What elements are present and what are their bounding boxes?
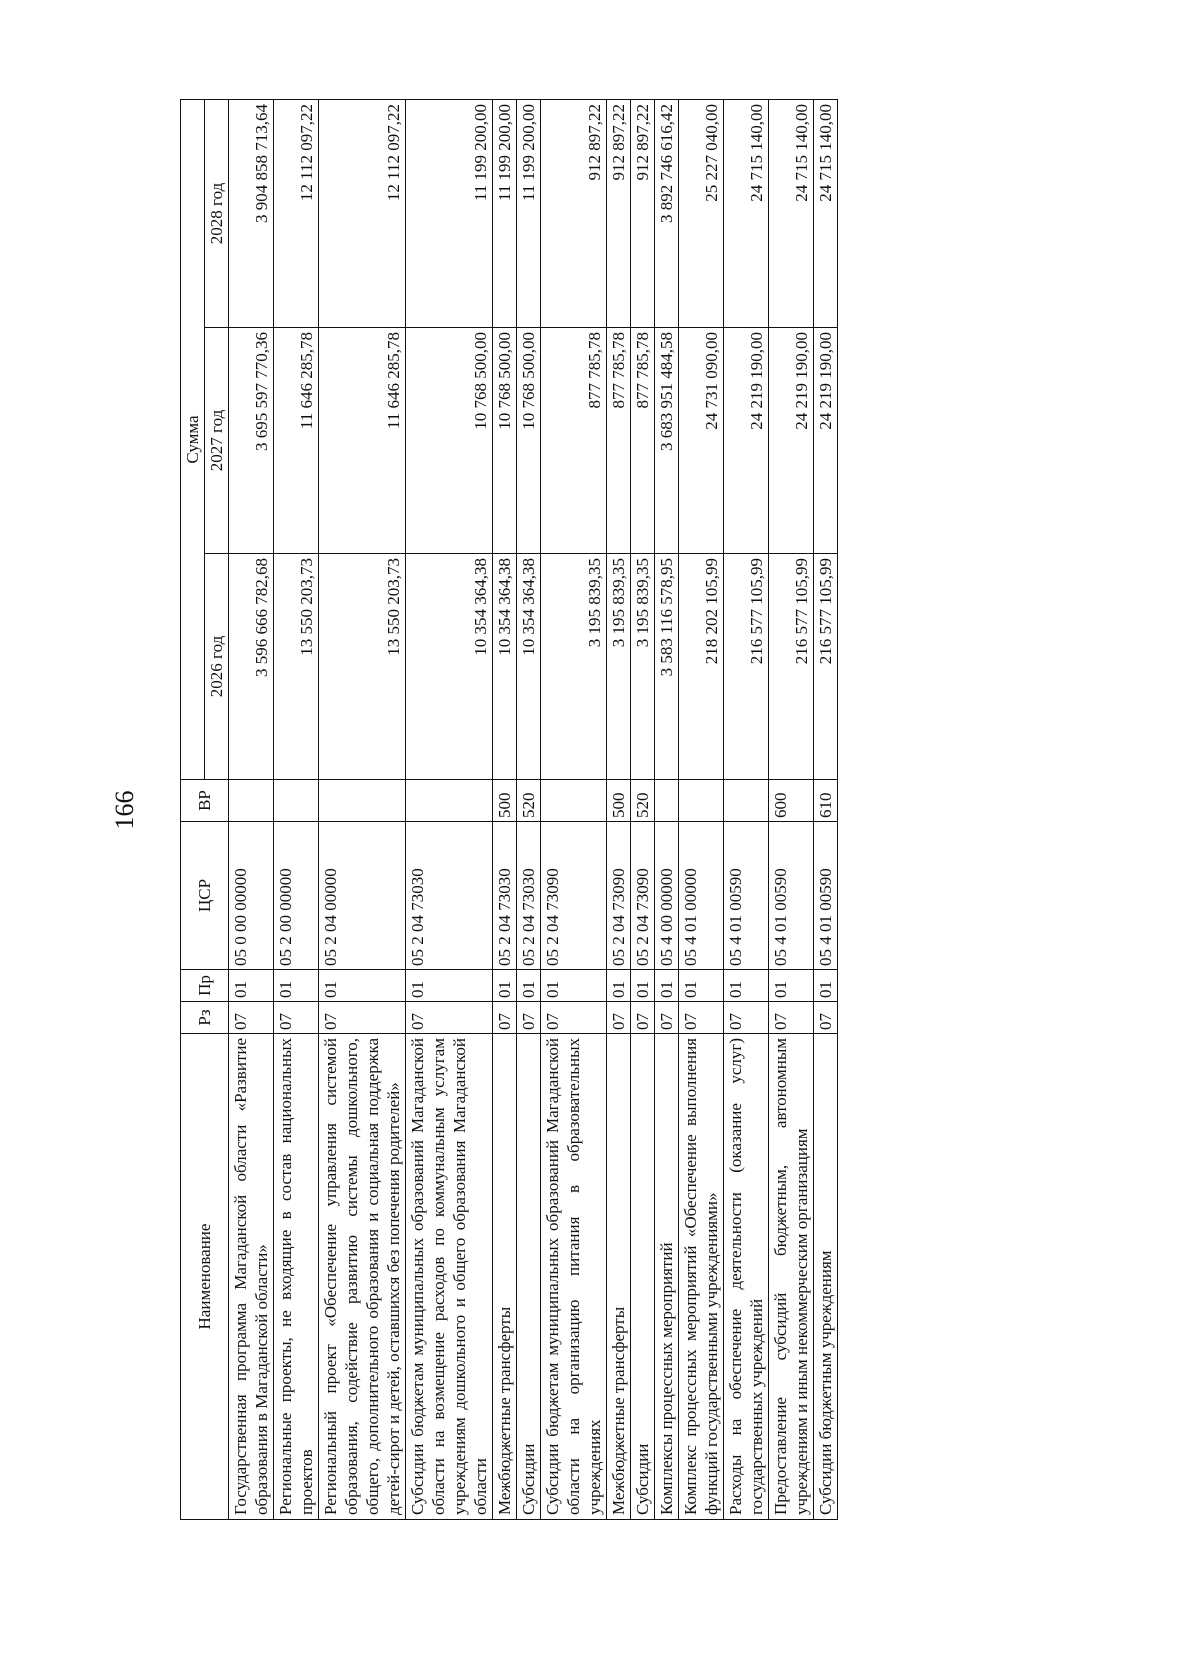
row-name-cell: Предоставление субсидий бюджетным, автономным учреждениям и иным некоммерческим организациям: [769, 1034, 814, 1520]
row-sum-2028-cell: 11 199 200,00: [517, 100, 541, 328]
row-vr-cell: [679, 780, 724, 822]
row-sum-2026-cell: 216 577 105,99: [814, 554, 838, 780]
row-sum-2027-cell: 11 646 285,78: [319, 328, 406, 554]
row-sum-2028-cell: 912 897,22: [631, 100, 655, 328]
row-rz-cell: 07: [406, 1002, 493, 1034]
table-row: [814, 100, 838, 1520]
row-sum-2027-cell: 877 785,78: [631, 328, 655, 554]
row-sum-2028-cell: 12 112 097,22: [274, 100, 319, 328]
page-number: 166: [110, 790, 139, 830]
table-row: [406, 100, 493, 1520]
row-sum-2027-cell: 10 768 500,00: [406, 328, 493, 554]
header-row-top: [181, 100, 205, 1520]
row-csr-cell: 05 4 01 00590: [724, 822, 769, 970]
row-sum-2027-cell: 10 768 500,00: [493, 328, 517, 554]
row-sum-2027-cell: 877 785,78: [607, 328, 631, 554]
row-vr-cell: [229, 780, 274, 822]
row-rz-cell: 07: [655, 1002, 679, 1034]
row-name-cell: Государственная программа Магаданской области «Развитие образования в Магаданской области»: [229, 1034, 274, 1520]
row-sum-2026-cell: 3 195 839,35: [631, 554, 655, 780]
row-pr-cell: 01: [517, 970, 541, 1002]
row-pr-cell: 01: [607, 970, 631, 1002]
row-pr-cell: 01: [724, 970, 769, 1002]
row-rz-cell: 07: [319, 1002, 406, 1034]
header-year-2027: 2027 год: [205, 328, 229, 554]
row-sum-2027-cell: 24 219 190,00: [724, 328, 769, 554]
row-sum-2026-cell: 13 550 203,73: [274, 554, 319, 780]
row-csr-cell: 05 2 04 73030: [493, 822, 517, 970]
row-rz-cell: 07: [769, 1002, 814, 1034]
row-rz-cell: 07: [493, 1002, 517, 1034]
row-name-cell: Субсидии бюджетам муниципальных образований Магаданской области на возмещение расходов по коммунальным услугам учреждениям дошкольного и общего образования Магаданской области: [406, 1034, 493, 1520]
row-sum-2026-cell: 10 354 364,38: [493, 554, 517, 780]
row-csr-cell: 05 2 04 73030: [406, 822, 493, 970]
row-sum-2027-cell: 3 683 951 484,58: [655, 328, 679, 554]
row-sum-2028-cell: 11 199 200,00: [493, 100, 517, 328]
table-row: [541, 100, 607, 1520]
row-pr-cell: 01: [493, 970, 517, 1002]
row-sum-2028-cell: 912 897,22: [541, 100, 607, 328]
row-name-cell: Комплексы процессных мероприятий: [655, 1034, 679, 1520]
row-sum-2026-cell: 218 202 105,99: [679, 554, 724, 780]
row-sum-2026-cell: 10 354 364,38: [406, 554, 493, 780]
header-vr: ВР: [181, 780, 229, 822]
row-csr-cell: 05 0 00 00000: [229, 822, 274, 970]
header-year-2026: 2026 год: [205, 554, 229, 780]
header-sum: Сумма: [181, 100, 205, 780]
row-rz-cell: 07: [541, 1002, 607, 1034]
row-sum-2026-cell: 3 195 839,35: [541, 554, 607, 780]
row-csr-cell: 05 2 04 73090: [631, 822, 655, 970]
header-name: Наименование: [181, 1034, 229, 1520]
row-csr-cell: 05 2 04 73030: [517, 822, 541, 970]
row-pr-cell: 01: [541, 970, 607, 1002]
row-name-cell: Комплекс процессных мероприятий «Обеспечение выполнения функций государственными учреждениями»: [679, 1034, 724, 1520]
row-sum-2026-cell: 216 577 105,99: [769, 554, 814, 780]
row-sum-2027-cell: 24 731 090,00: [679, 328, 724, 554]
header-csr: ЦСР: [181, 822, 229, 970]
row-rz-cell: 07: [274, 1002, 319, 1034]
row-sum-2026-cell: 3 596 666 782,68: [229, 554, 274, 780]
row-sum-2028-cell: 12 112 097,22: [319, 100, 406, 328]
row-name-cell: Расходы на обеспечение деятельности (оказание услуг) государственных учреждений: [724, 1034, 769, 1520]
header-pr: Пр: [181, 970, 229, 1002]
row-pr-cell: 01: [814, 970, 838, 1002]
row-vr-cell: [541, 780, 607, 822]
header-year-2028: 2028 год: [205, 100, 229, 328]
row-name-cell: Субсидии бюджетным учреждениям: [814, 1034, 838, 1520]
row-sum-2028-cell: 11 199 200,00: [406, 100, 493, 328]
row-vr-cell: [406, 780, 493, 822]
row-vr-cell: [655, 780, 679, 822]
row-pr-cell: 01: [655, 970, 679, 1002]
table-row: [319, 100, 406, 1520]
row-csr-cell: 05 2 04 73090: [607, 822, 631, 970]
row-csr-cell: 05 4 01 00590: [814, 822, 838, 970]
row-csr-cell: 05 2 00 00000: [274, 822, 319, 970]
row-name-cell: Субсидии: [517, 1034, 541, 1520]
table-row: [679, 100, 724, 1520]
row-vr-cell: 520: [631, 780, 655, 822]
row-name-cell: Межбюджетные трансферты: [493, 1034, 517, 1520]
row-pr-cell: 01: [769, 970, 814, 1002]
row-sum-2028-cell: 24 715 140,00: [724, 100, 769, 328]
table-row: [607, 100, 631, 1520]
row-sum-2026-cell: 10 354 364,38: [517, 554, 541, 780]
row-rz-cell: 07: [814, 1002, 838, 1034]
table-row: [274, 100, 319, 1520]
row-sum-2028-cell: 3 904 858 713,64: [229, 100, 274, 328]
row-rz-cell: 07: [229, 1002, 274, 1034]
row-pr-cell: 01: [679, 970, 724, 1002]
row-name-cell: Межбюджетные трансферты: [607, 1034, 631, 1520]
row-vr-cell: 520: [517, 780, 541, 822]
row-csr-cell: 05 2 04 00000: [319, 822, 406, 970]
table-row: [655, 100, 679, 1520]
row-rz-cell: 07: [517, 1002, 541, 1034]
row-pr-cell: 01: [319, 970, 406, 1002]
row-csr-cell: 05 2 04 73090: [541, 822, 607, 970]
table-row: [517, 100, 541, 1520]
table-row: [631, 100, 655, 1520]
row-pr-cell: 01: [631, 970, 655, 1002]
rotated-page-content: [110, 100, 1020, 1520]
table-row: [724, 100, 769, 1520]
table-row: [229, 100, 274, 1520]
row-vr-cell: [274, 780, 319, 822]
row-vr-cell: 600: [769, 780, 814, 822]
row-pr-cell: 01: [274, 970, 319, 1002]
row-name-cell: Субсидии: [631, 1034, 655, 1520]
row-rz-cell: 07: [724, 1002, 769, 1034]
row-sum-2028-cell: 24 715 140,00: [769, 100, 814, 328]
row-sum-2026-cell: 3 583 116 578,95: [655, 554, 679, 780]
row-vr-cell: [724, 780, 769, 822]
table-row: [769, 100, 814, 1520]
row-sum-2027-cell: 877 785,78: [541, 328, 607, 554]
row-sum-2028-cell: 25 227 040,00: [679, 100, 724, 328]
row-sum-2027-cell: 24 219 190,00: [814, 328, 838, 554]
row-rz-cell: 07: [631, 1002, 655, 1034]
row-pr-cell: 01: [406, 970, 493, 1002]
row-csr-cell: 05 4 01 00000: [679, 822, 724, 970]
row-sum-2027-cell: 3 695 597 770,36: [229, 328, 274, 554]
row-vr-cell: 610: [814, 780, 838, 822]
row-csr-cell: 05 4 00 00000: [655, 822, 679, 970]
row-vr-cell: [319, 780, 406, 822]
table-body: [229, 100, 838, 1520]
row-csr-cell: 05 4 01 00590: [769, 822, 814, 970]
row-sum-2028-cell: 3 892 746 616,42: [655, 100, 679, 328]
row-sum-2026-cell: 216 577 105,99: [724, 554, 769, 780]
row-sum-2027-cell: 24 219 190,00: [769, 328, 814, 554]
row-sum-2026-cell: 13 550 203,73: [319, 554, 406, 780]
row-sum-2028-cell: 912 897,22: [607, 100, 631, 328]
row-vr-cell: 500: [493, 780, 517, 822]
row-rz-cell: 07: [679, 1002, 724, 1034]
row-sum-2027-cell: 11 646 285,78: [274, 328, 319, 554]
row-sum-2028-cell: 24 715 140,00: [814, 100, 838, 328]
row-sum-2027-cell: 10 768 500,00: [517, 328, 541, 554]
row-rz-cell: 07: [607, 1002, 631, 1034]
header-rz: Рз: [181, 1002, 229, 1034]
table-row: [493, 100, 517, 1520]
row-name-cell: Региональный проект «Обеспечение управления системой образования, содействие развитию системы дошкольного, общего, дополнительного образования и социальная поддержка детей-сирот и детей, оставшихся без попечения родителей»: [319, 1034, 406, 1520]
row-sum-2026-cell: 3 195 839,35: [607, 554, 631, 780]
row-vr-cell: 500: [607, 780, 631, 822]
row-name-cell: Субсидии бюджетам муниципальных образований Магаданской области на организацию питания в образовательных учреждениях: [541, 1034, 607, 1520]
budget-table: [180, 99, 838, 1520]
row-pr-cell: 01: [229, 970, 274, 1002]
row-name-cell: Региональные проекты, не входящие в состав национальных проектов: [274, 1034, 319, 1520]
